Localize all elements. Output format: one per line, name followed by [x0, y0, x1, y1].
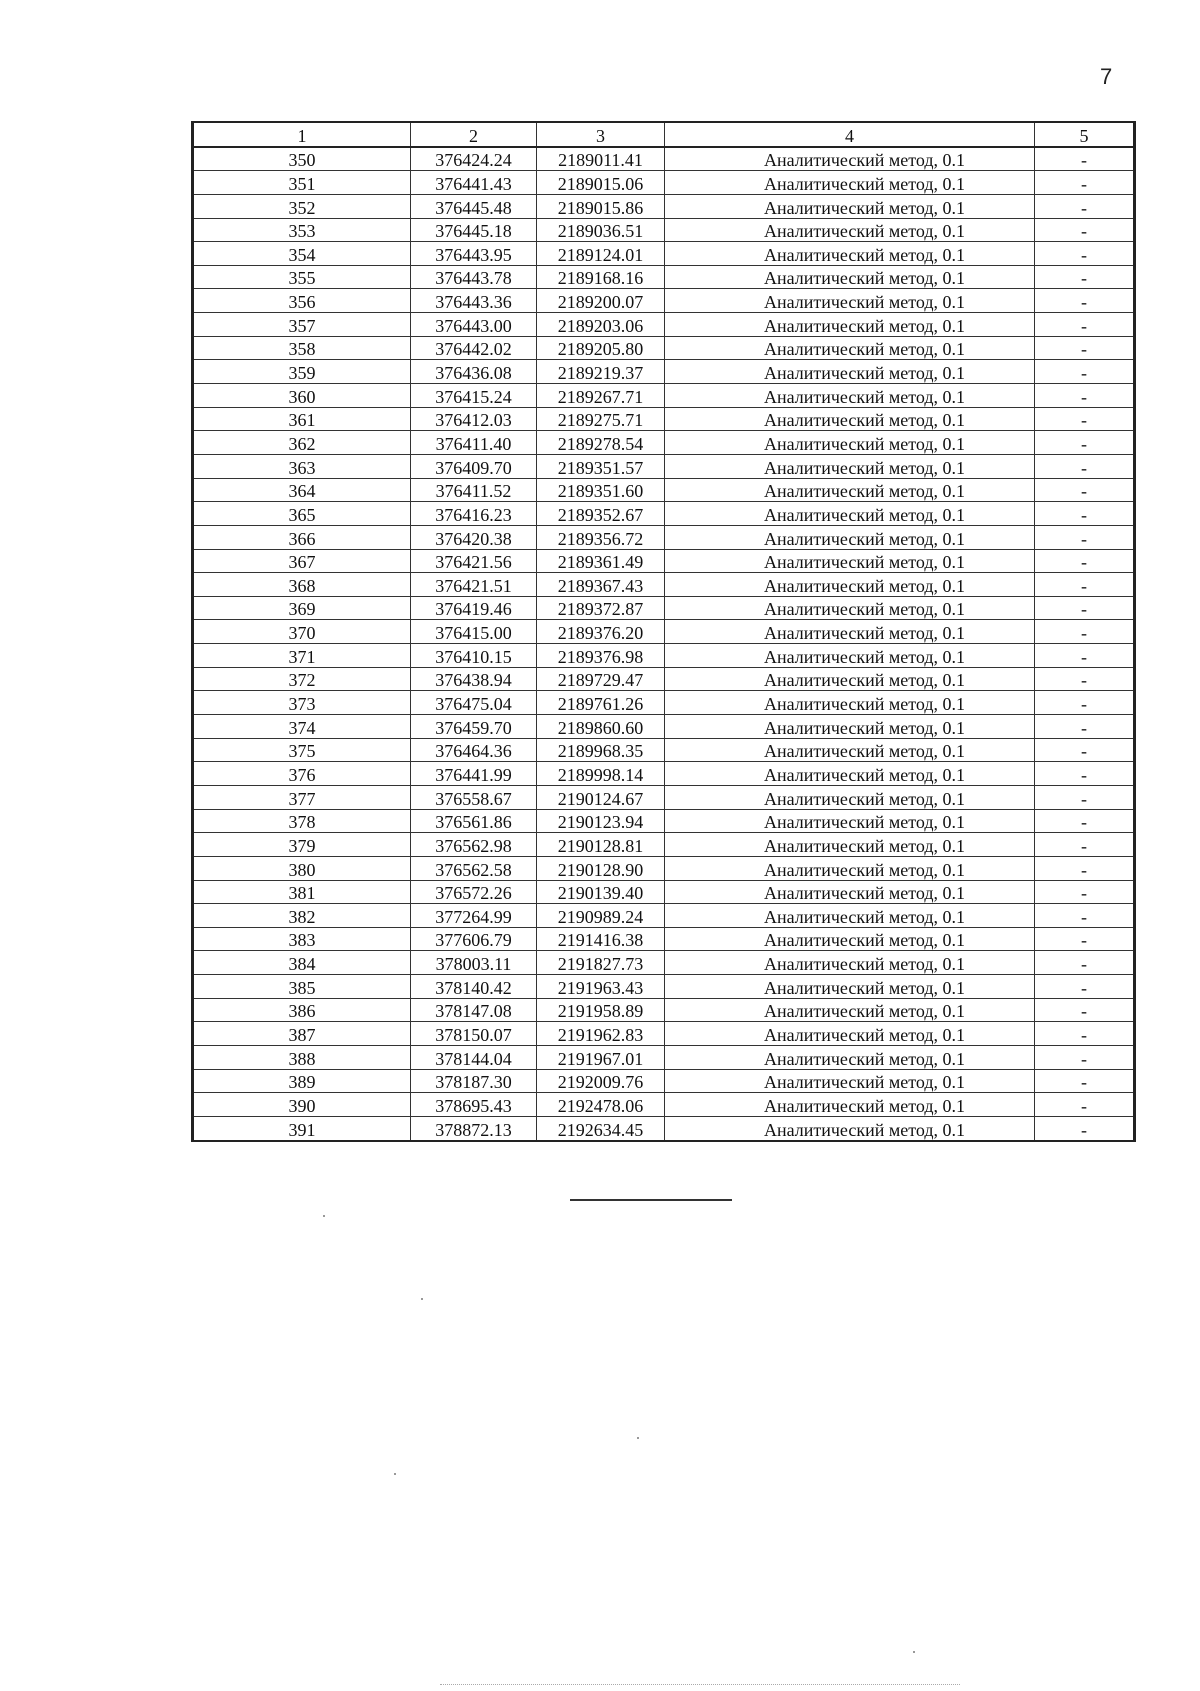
method-cell: Аналитический метод, 0.1 — [665, 242, 1035, 266]
x-coordinate-cell: 376572.26 — [411, 880, 537, 904]
method-cell: Аналитический метод, 0.1 — [665, 431, 1035, 455]
method-cell: Аналитический метод, 0.1 — [665, 691, 1035, 715]
x-coordinate-cell: 376415.24 — [411, 384, 537, 408]
table-row — [193, 951, 1135, 975]
y-coordinate-cell: 2191827.73 — [537, 951, 665, 975]
y-coordinate-cell: 2189351.57 — [537, 454, 665, 478]
y-coordinate-cell: 2189351.60 — [537, 478, 665, 502]
point-number-cell: 353 — [193, 218, 411, 242]
x-coordinate-cell: 376562.98 — [411, 833, 537, 857]
method-cell: Аналитический метод, 0.1 — [665, 856, 1035, 880]
x-coordinate-cell: 376558.67 — [411, 785, 537, 809]
point-number-cell: 364 — [193, 478, 411, 502]
x-coordinate-cell: 376436.08 — [411, 360, 537, 384]
point-number-cell: 358 — [193, 336, 411, 360]
point-number-cell: 359 — [193, 360, 411, 384]
table-row — [193, 336, 1135, 360]
point-number-cell: 387 — [193, 1022, 411, 1046]
note-cell: - — [1035, 407, 1135, 431]
y-coordinate-cell: 2189376.98 — [537, 644, 665, 668]
method-cell: Аналитический метод, 0.1 — [665, 1022, 1035, 1046]
table-row — [193, 833, 1135, 857]
note-cell: - — [1035, 691, 1135, 715]
method-cell: Аналитический метод, 0.1 — [665, 927, 1035, 951]
y-coordinate-cell: 2189278.54 — [537, 431, 665, 455]
table-row — [193, 975, 1135, 999]
table-row — [193, 880, 1135, 904]
point-number-cell: 367 — [193, 549, 411, 573]
table-row — [193, 1045, 1135, 1069]
x-coordinate-cell: 376459.70 — [411, 715, 537, 739]
method-cell: Аналитический метод, 0.1 — [665, 289, 1035, 313]
point-number-cell: 381 — [193, 880, 411, 904]
column-header-2: 2 — [411, 122, 537, 147]
note-cell: - — [1035, 738, 1135, 762]
note-cell: - — [1035, 502, 1135, 526]
x-coordinate-cell: 376443.78 — [411, 265, 537, 289]
table-row — [193, 242, 1135, 266]
y-coordinate-cell: 2191962.83 — [537, 1022, 665, 1046]
note-cell: - — [1035, 1116, 1135, 1140]
point-number-cell: 376 — [193, 762, 411, 786]
table-row — [193, 762, 1135, 786]
x-coordinate-cell: 378187.30 — [411, 1069, 537, 1093]
y-coordinate-cell: 2190989.24 — [537, 904, 665, 928]
method-cell: Аналитический метод, 0.1 — [665, 360, 1035, 384]
y-coordinate-cell: 2191416.38 — [537, 927, 665, 951]
x-coordinate-cell: 376438.94 — [411, 667, 537, 691]
table-row — [193, 384, 1135, 408]
note-cell: - — [1035, 384, 1135, 408]
x-coordinate-cell: 378150.07 — [411, 1022, 537, 1046]
y-coordinate-cell: 2189168.16 — [537, 265, 665, 289]
x-coordinate-cell: 376443.36 — [411, 289, 537, 313]
note-cell: - — [1035, 596, 1135, 620]
method-cell: Аналитический метод, 0.1 — [665, 407, 1035, 431]
method-cell: Аналитический метод, 0.1 — [665, 738, 1035, 762]
x-coordinate-cell: 376443.95 — [411, 242, 537, 266]
coordinates-table — [191, 121, 1136, 1142]
point-number-cell: 360 — [193, 384, 411, 408]
method-cell: Аналитический метод, 0.1 — [665, 809, 1035, 833]
y-coordinate-cell: 2189361.49 — [537, 549, 665, 573]
point-number-cell: 355 — [193, 265, 411, 289]
y-coordinate-cell: 2189011.41 — [537, 147, 665, 171]
method-cell: Аналитический метод, 0.1 — [665, 573, 1035, 597]
table-row — [193, 691, 1135, 715]
method-cell: Аналитический метод, 0.1 — [665, 313, 1035, 337]
method-cell: Аналитический метод, 0.1 — [665, 880, 1035, 904]
y-coordinate-cell: 2189860.60 — [537, 715, 665, 739]
table-row — [193, 715, 1135, 739]
method-cell: Аналитический метод, 0.1 — [665, 336, 1035, 360]
method-cell: Аналитический метод, 0.1 — [665, 147, 1035, 171]
x-coordinate-cell: 378695.43 — [411, 1093, 537, 1117]
method-cell: Аналитический метод, 0.1 — [665, 1045, 1035, 1069]
point-number-cell: 352 — [193, 194, 411, 218]
table-row — [193, 407, 1135, 431]
note-cell: - — [1035, 431, 1135, 455]
end-of-table-rule — [570, 1199, 732, 1201]
column-header-5: 5 — [1035, 122, 1135, 147]
x-coordinate-cell: 376416.23 — [411, 502, 537, 526]
method-cell: Аналитический метод, 0.1 — [665, 454, 1035, 478]
point-number-cell: 350 — [193, 147, 411, 171]
table-row — [193, 738, 1135, 762]
column-header-3: 3 — [537, 122, 665, 147]
table-row — [193, 502, 1135, 526]
scan-speck — [637, 1437, 639, 1439]
point-number-cell: 354 — [193, 242, 411, 266]
note-cell: - — [1035, 1093, 1135, 1117]
x-coordinate-cell: 376562.58 — [411, 856, 537, 880]
point-number-cell: 374 — [193, 715, 411, 739]
note-cell: - — [1035, 478, 1135, 502]
note-cell: - — [1035, 880, 1135, 904]
table-row — [193, 620, 1135, 644]
x-coordinate-cell: 376409.70 — [411, 454, 537, 478]
note-cell: - — [1035, 360, 1135, 384]
x-coordinate-cell: 376441.99 — [411, 762, 537, 786]
point-number-cell: 356 — [193, 289, 411, 313]
table-row — [193, 525, 1135, 549]
x-coordinate-cell: 378003.11 — [411, 951, 537, 975]
method-cell: Аналитический метод, 0.1 — [665, 549, 1035, 573]
method-cell: Аналитический метод, 0.1 — [665, 218, 1035, 242]
y-coordinate-cell: 2189205.80 — [537, 336, 665, 360]
note-cell: - — [1035, 313, 1135, 337]
x-coordinate-cell: 376411.40 — [411, 431, 537, 455]
table-header-row — [193, 122, 1135, 147]
y-coordinate-cell: 2189015.86 — [537, 194, 665, 218]
note-cell: - — [1035, 1069, 1135, 1093]
method-cell: Аналитический метод, 0.1 — [665, 833, 1035, 857]
x-coordinate-cell: 377264.99 — [411, 904, 537, 928]
point-number-cell: 384 — [193, 951, 411, 975]
method-cell: Аналитический метод, 0.1 — [665, 194, 1035, 218]
y-coordinate-cell: 2190123.94 — [537, 809, 665, 833]
note-cell: - — [1035, 1022, 1135, 1046]
table-row — [193, 265, 1135, 289]
y-coordinate-cell: 2189352.67 — [537, 502, 665, 526]
point-number-cell: 385 — [193, 975, 411, 999]
note-cell: - — [1035, 549, 1135, 573]
method-cell: Аналитический метод, 0.1 — [665, 384, 1035, 408]
method-cell: Аналитический метод, 0.1 — [665, 596, 1035, 620]
method-cell: Аналитический метод, 0.1 — [665, 667, 1035, 691]
x-coordinate-cell: 376421.51 — [411, 573, 537, 597]
table-row — [193, 573, 1135, 597]
x-coordinate-cell: 377606.79 — [411, 927, 537, 951]
table-row — [193, 194, 1135, 218]
y-coordinate-cell: 2189124.01 — [537, 242, 665, 266]
y-coordinate-cell: 2189376.20 — [537, 620, 665, 644]
y-coordinate-cell: 2191967.01 — [537, 1045, 665, 1069]
point-number-cell: 386 — [193, 998, 411, 1022]
table-row — [193, 998, 1135, 1022]
note-cell: - — [1035, 833, 1135, 857]
y-coordinate-cell: 2189015.06 — [537, 171, 665, 195]
column-header-1: 1 — [193, 122, 411, 147]
note-cell: - — [1035, 1045, 1135, 1069]
note-cell: - — [1035, 242, 1135, 266]
x-coordinate-cell: 376410.15 — [411, 644, 537, 668]
table-row — [193, 147, 1135, 171]
table-row — [193, 667, 1135, 691]
table-row — [193, 927, 1135, 951]
point-number-cell: 363 — [193, 454, 411, 478]
x-coordinate-cell: 376443.00 — [411, 313, 537, 337]
note-cell: - — [1035, 336, 1135, 360]
point-number-cell: 378 — [193, 809, 411, 833]
table-row — [193, 431, 1135, 455]
point-number-cell: 357 — [193, 313, 411, 337]
x-coordinate-cell: 378872.13 — [411, 1116, 537, 1140]
x-coordinate-cell: 376412.03 — [411, 407, 537, 431]
method-cell: Аналитический метод, 0.1 — [665, 904, 1035, 928]
point-number-cell: 383 — [193, 927, 411, 951]
note-cell: - — [1035, 289, 1135, 313]
point-number-cell: 373 — [193, 691, 411, 715]
y-coordinate-cell: 2189356.72 — [537, 525, 665, 549]
point-number-cell: 372 — [193, 667, 411, 691]
y-coordinate-cell: 2189203.06 — [537, 313, 665, 337]
table-row — [193, 218, 1135, 242]
y-coordinate-cell: 2189275.71 — [537, 407, 665, 431]
x-coordinate-cell: 376475.04 — [411, 691, 537, 715]
table-row — [193, 644, 1135, 668]
y-coordinate-cell: 2189729.47 — [537, 667, 665, 691]
method-cell: Аналитический метод, 0.1 — [665, 620, 1035, 644]
table-row — [193, 856, 1135, 880]
method-cell: Аналитический метод, 0.1 — [665, 525, 1035, 549]
x-coordinate-cell: 376421.56 — [411, 549, 537, 573]
y-coordinate-cell: 2189372.87 — [537, 596, 665, 620]
y-coordinate-cell: 2190128.90 — [537, 856, 665, 880]
note-cell: - — [1035, 147, 1135, 171]
point-number-cell: 370 — [193, 620, 411, 644]
point-number-cell: 390 — [193, 1093, 411, 1117]
method-cell: Аналитический метод, 0.1 — [665, 715, 1035, 739]
note-cell: - — [1035, 715, 1135, 739]
method-cell: Аналитический метод, 0.1 — [665, 998, 1035, 1022]
x-coordinate-cell: 376411.52 — [411, 478, 537, 502]
method-cell: Аналитический метод, 0.1 — [665, 1093, 1035, 1117]
x-coordinate-cell: 376464.36 — [411, 738, 537, 762]
method-cell: Аналитический метод, 0.1 — [665, 762, 1035, 786]
point-number-cell: 388 — [193, 1045, 411, 1069]
table-row — [193, 904, 1135, 928]
y-coordinate-cell: 2192478.06 — [537, 1093, 665, 1117]
note-cell: - — [1035, 194, 1135, 218]
point-number-cell: 377 — [193, 785, 411, 809]
note-cell: - — [1035, 762, 1135, 786]
table-row — [193, 1116, 1135, 1140]
table-body — [193, 147, 1135, 1141]
point-number-cell: 365 — [193, 502, 411, 526]
note-cell: - — [1035, 856, 1135, 880]
x-coordinate-cell: 376424.24 — [411, 147, 537, 171]
point-number-cell: 382 — [193, 904, 411, 928]
point-number-cell: 366 — [193, 525, 411, 549]
y-coordinate-cell: 2189219.37 — [537, 360, 665, 384]
point-number-cell: 369 — [193, 596, 411, 620]
x-coordinate-cell: 378144.04 — [411, 1045, 537, 1069]
note-cell: - — [1035, 785, 1135, 809]
y-coordinate-cell: 2189968.35 — [537, 738, 665, 762]
y-coordinate-cell: 2189267.71 — [537, 384, 665, 408]
y-coordinate-cell: 2190124.67 — [537, 785, 665, 809]
note-cell: - — [1035, 809, 1135, 833]
x-coordinate-cell: 376419.46 — [411, 596, 537, 620]
x-coordinate-cell: 376441.43 — [411, 171, 537, 195]
note-cell: - — [1035, 620, 1135, 644]
scan-speck — [394, 1473, 396, 1475]
scan-speck — [421, 1298, 423, 1300]
x-coordinate-cell: 378147.08 — [411, 998, 537, 1022]
x-coordinate-cell: 376415.00 — [411, 620, 537, 644]
table-row — [193, 289, 1135, 313]
point-number-cell: 379 — [193, 833, 411, 857]
table-row — [193, 809, 1135, 833]
method-cell: Аналитический метод, 0.1 — [665, 1116, 1035, 1140]
method-cell: Аналитический метод, 0.1 — [665, 265, 1035, 289]
table-row — [193, 1093, 1135, 1117]
table-row — [193, 478, 1135, 502]
method-cell: Аналитический метод, 0.1 — [665, 478, 1035, 502]
scan-speck — [913, 1651, 915, 1653]
y-coordinate-cell: 2189367.43 — [537, 573, 665, 597]
note-cell: - — [1035, 218, 1135, 242]
point-number-cell: 362 — [193, 431, 411, 455]
point-number-cell: 368 — [193, 573, 411, 597]
note-cell: - — [1035, 525, 1135, 549]
y-coordinate-cell: 2189998.14 — [537, 762, 665, 786]
method-cell: Аналитический метод, 0.1 — [665, 1069, 1035, 1093]
table-row — [193, 360, 1135, 384]
method-cell: Аналитический метод, 0.1 — [665, 951, 1035, 975]
point-number-cell: 391 — [193, 1116, 411, 1140]
note-cell: - — [1035, 975, 1135, 999]
x-coordinate-cell: 376442.02 — [411, 336, 537, 360]
note-cell: - — [1035, 265, 1135, 289]
method-cell: Аналитический метод, 0.1 — [665, 975, 1035, 999]
note-cell: - — [1035, 573, 1135, 597]
table-row — [193, 596, 1135, 620]
table-row — [193, 1022, 1135, 1046]
y-coordinate-cell: 2190139.40 — [537, 880, 665, 904]
column-header-4: 4 — [665, 122, 1035, 147]
method-cell: Аналитический метод, 0.1 — [665, 171, 1035, 195]
x-coordinate-cell: 376561.86 — [411, 809, 537, 833]
point-number-cell: 375 — [193, 738, 411, 762]
table-row — [193, 549, 1135, 573]
y-coordinate-cell: 2190128.81 — [537, 833, 665, 857]
note-cell: - — [1035, 644, 1135, 668]
table-row — [193, 785, 1135, 809]
point-number-cell: 351 — [193, 171, 411, 195]
y-coordinate-cell: 2191963.43 — [537, 975, 665, 999]
note-cell: - — [1035, 454, 1135, 478]
point-number-cell: 361 — [193, 407, 411, 431]
y-coordinate-cell: 2192634.45 — [537, 1116, 665, 1140]
note-cell: - — [1035, 904, 1135, 928]
y-coordinate-cell: 2192009.76 — [537, 1069, 665, 1093]
note-cell: - — [1035, 927, 1135, 951]
table-row — [193, 454, 1135, 478]
y-coordinate-cell: 2189200.07 — [537, 289, 665, 313]
page-number: 7 — [1100, 64, 1113, 89]
table-row — [193, 1069, 1135, 1093]
x-coordinate-cell: 376420.38 — [411, 525, 537, 549]
x-coordinate-cell: 378140.42 — [411, 975, 537, 999]
table-row — [193, 171, 1135, 195]
note-cell: - — [1035, 998, 1135, 1022]
y-coordinate-cell: 2189761.26 — [537, 691, 665, 715]
x-coordinate-cell: 376445.18 — [411, 218, 537, 242]
note-cell: - — [1035, 951, 1135, 975]
point-number-cell: 371 — [193, 644, 411, 668]
note-cell: - — [1035, 667, 1135, 691]
method-cell: Аналитический метод, 0.1 — [665, 502, 1035, 526]
note-cell: - — [1035, 171, 1135, 195]
method-cell: Аналитический метод, 0.1 — [665, 644, 1035, 668]
y-coordinate-cell: 2189036.51 — [537, 218, 665, 242]
method-cell: Аналитический метод, 0.1 — [665, 785, 1035, 809]
x-coordinate-cell: 376445.48 — [411, 194, 537, 218]
scan-artifact-line — [440, 1684, 960, 1685]
point-number-cell: 380 — [193, 856, 411, 880]
table-row — [193, 313, 1135, 337]
y-coordinate-cell: 2191958.89 — [537, 998, 665, 1022]
scan-speck — [323, 1215, 325, 1217]
point-number-cell: 389 — [193, 1069, 411, 1093]
